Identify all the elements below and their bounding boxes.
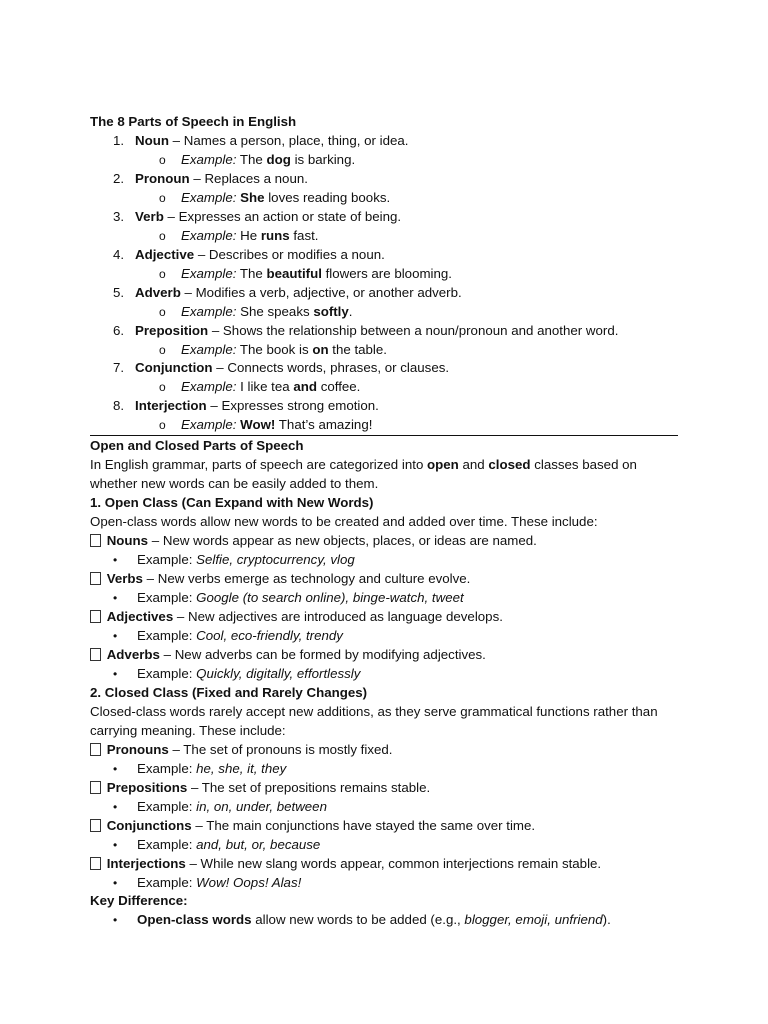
list-item-example: • Example: in, on, under, between: [113, 799, 327, 814]
list-item: Interjections – While new slang words appear, common interjections remain stable.: [90, 854, 601, 873]
page-title: The 8 Parts of Speech in English: [90, 114, 297, 129]
list-item: 8. Interjection – Expresses strong emotion.: [113, 398, 379, 413]
section-heading: Open and Closed Parts of Speech: [90, 438, 304, 453]
paragraph: carrying meaning. These include:: [90, 723, 286, 738]
list-item: 7. Conjunction – Connects words, phrases, or clauses.: [113, 360, 450, 375]
list-item-example: o Example: She speaks softly.: [159, 304, 353, 319]
list-item-example: o Example: The beautiful flowers are blooming.: [159, 266, 452, 281]
list-item-example: o Example: The dog is barking.: [159, 152, 356, 167]
missing-glyph-icon: [90, 534, 101, 547]
list-item-example: • Example: Cool, eco-friendly, trendy: [113, 628, 343, 643]
subsection-heading: Key Difference:: [90, 893, 188, 908]
list-item: 4. Adjective – Describes or modifies a noun.: [113, 247, 385, 262]
list-item: Nouns – New words appear as new objects, places, or ideas are named.: [90, 531, 537, 550]
missing-glyph-icon: [90, 743, 101, 756]
missing-glyph-icon: [90, 781, 101, 794]
list-item: Conjunctions – The main conjunctions have stayed the same over time.: [90, 816, 535, 835]
missing-glyph-icon: [90, 648, 101, 661]
missing-glyph-icon: [90, 857, 101, 870]
paragraph: Open-class words allow new words to be created and added over time. These include:: [90, 514, 598, 529]
list-item: Prepositions – The set of prepositions remains stable.: [90, 778, 430, 797]
list-item-example: o Example: I like tea and coffee.: [159, 379, 361, 394]
missing-glyph-icon: [90, 572, 101, 585]
paragraph: whether new words can be easily added to them.: [90, 476, 379, 491]
list-item-example: • Example: Selfie, cryptocurrency, vlog: [113, 552, 355, 567]
list-item-example: o Example: The book is on the table.: [159, 342, 387, 357]
list-item: 5. Adverb – Modifies a verb, adjective, or another adverb.: [113, 285, 462, 300]
paragraph: In English grammar, parts of speech are categorized into open and closed classes based on: [90, 457, 637, 472]
list-item: • Open-class words allow new words to be added (e.g., blogger, emoji, unfriend).: [113, 912, 611, 927]
list-item-example: o Example: She loves reading books.: [159, 190, 391, 205]
list-item: Adverbs – New adverbs can be formed by modifying adjectives.: [90, 645, 486, 664]
list-item: 1. Noun – Names a person, place, thing, or idea.: [113, 133, 409, 148]
list-item: Adjectives – New adjectives are introduced as language develops.: [90, 607, 503, 626]
list-item-example: • Example: Google (to search online), binge-watch, tweet: [113, 590, 464, 605]
missing-glyph-icon: [90, 819, 101, 832]
missing-glyph-icon: [90, 610, 101, 623]
subsection-heading: 2. Closed Class (Fixed and Rarely Changes): [90, 685, 368, 700]
list-item-example: • Example: Wow! Oops! Alas!: [113, 875, 302, 890]
list-item: 6. Preposition – Shows the relationship between a noun/pronoun and another word.: [113, 323, 619, 338]
paragraph: Closed-class words rarely accept new additions, as they serve grammatical functions rather than: [90, 704, 658, 719]
list-item: 2. Pronoun – Replaces a noun.: [113, 171, 308, 186]
list-item-example: • Example: and, but, or, because: [113, 837, 321, 852]
list-item: Pronouns – The set of pronouns is mostly fixed.: [90, 740, 392, 759]
list-item: 3. Verb – Expresses an action or state of being.: [113, 209, 402, 224]
list-item-example: o Example: He runs fast.: [159, 228, 319, 243]
list-item-example: • Example: Quickly, digitally, effortlessly: [113, 666, 361, 681]
list-item-example: • Example: he, she, it, they: [113, 761, 287, 776]
list-item: Verbs – New verbs emerge as technology and culture evolve.: [90, 569, 470, 588]
subsection-heading: 1. Open Class (Can Expand with New Words): [90, 495, 374, 510]
list-item-example: o Example: Wow! That’s amazing!: [159, 417, 373, 432]
